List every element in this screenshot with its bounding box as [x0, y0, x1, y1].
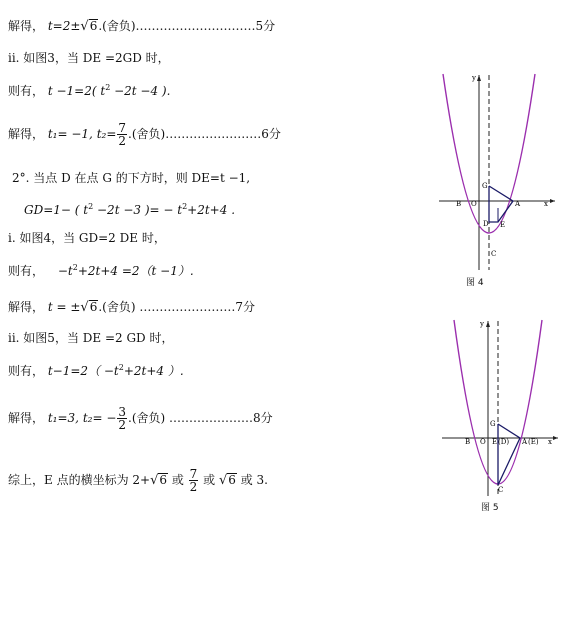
root-1: t₁=3,	[47, 411, 79, 425]
triangle-lines	[489, 186, 513, 222]
expr-c: +2t+4 .	[187, 203, 236, 217]
label-ae: (E)	[528, 438, 539, 446]
label-c: C	[491, 250, 497, 258]
x-arrow	[550, 199, 555, 203]
case-line-5: 2°. 当点 D 在点 G 的下方时，则 DE=t −1,	[12, 171, 251, 185]
label-d: D	[483, 220, 489, 228]
figure-5-caption: 图 5	[481, 503, 499, 513]
expr-tail: −2t −4 ).	[110, 84, 171, 98]
case-line-7: i. 如图4，当 GD=2 DE 时，	[8, 231, 166, 245]
equation-line-6	[24, 199, 235, 218]
label: 则有，	[8, 264, 45, 278]
conclusion-text: 综上，E 点的横坐标为 2+	[8, 473, 151, 487]
figure-4-caption: 图 4	[466, 278, 484, 288]
radical-sign: √	[150, 473, 159, 488]
label-a: A	[515, 200, 521, 208]
label-g: G	[490, 420, 496, 428]
root-2: t₂= −	[82, 411, 117, 425]
fraction	[189, 468, 199, 493]
conclusion-line-13	[8, 468, 268, 493]
label-e: E	[500, 221, 506, 229]
label-y: y	[480, 320, 484, 328]
label-o: O	[471, 200, 477, 208]
expr-a: t−1=2（ −t	[47, 364, 119, 378]
or-2: 或	[199, 473, 219, 487]
solution-line-4	[8, 122, 281, 147]
expr-b: −2t −3 )= − t	[93, 203, 183, 217]
radical-sign: √	[80, 300, 89, 315]
x-arrow	[553, 436, 558, 440]
or-1: 或	[168, 473, 188, 487]
figure-5-graph	[440, 318, 560, 498]
label: 解得，	[8, 19, 45, 33]
label-d: (D)	[498, 438, 510, 446]
solution-line-12	[8, 406, 273, 431]
solution-line-1	[8, 18, 275, 35]
label-x: x	[544, 200, 548, 208]
denominator: 2	[189, 480, 198, 494]
label: 则有，	[8, 84, 45, 98]
denominator: 2	[118, 134, 127, 148]
y-arrow	[486, 321, 490, 327]
note: .(舍负) ……………………7分	[98, 300, 255, 314]
label-a: A	[522, 438, 528, 446]
expr-b: +2t+4 =2（t −1）.	[77, 264, 194, 278]
expr: t −1=2( t	[47, 84, 106, 98]
numerator: 7	[118, 121, 127, 135]
root-2: t₂=	[96, 127, 117, 141]
radicand-1: 6	[159, 473, 168, 487]
equation-line-8	[8, 260, 194, 279]
exponent-1: 2	[88, 202, 94, 211]
expr-a: GD=1− ( t	[24, 203, 89, 217]
exponent: 2	[118, 363, 124, 372]
case-line-10: ii. 如图5，当 DE =2 GD 时，	[8, 331, 174, 345]
label-x: x	[548, 438, 552, 446]
radical-sign: √	[80, 19, 89, 34]
note: .(舍负)…………………………5分	[98, 19, 276, 33]
label-c: C	[498, 486, 504, 494]
y-arrow	[477, 75, 481, 81]
label-b: B	[456, 200, 462, 208]
exponent-2: 2	[182, 202, 188, 211]
note: .(舍负) …………………8分	[128, 411, 273, 425]
expr-a: −t	[57, 264, 73, 278]
denominator: 2	[118, 418, 127, 432]
radicand: 6	[89, 300, 98, 314]
radicand: 6	[89, 19, 98, 33]
root-1: t₁= −1,	[47, 127, 93, 141]
figure-4-graph	[437, 72, 557, 272]
numerator: 3	[118, 405, 127, 419]
fraction	[117, 406, 127, 431]
radicand-2: 6	[228, 473, 236, 487]
fraction	[117, 122, 127, 147]
label: 解得，	[8, 300, 45, 314]
label-g: G	[482, 182, 488, 190]
label-o: O	[480, 438, 486, 446]
label-b: B	[465, 438, 471, 446]
equation-line-3	[8, 80, 170, 99]
label: 则有，	[8, 364, 45, 378]
case-line-2: ii. 如图3，当 DE =2GD 时，	[8, 51, 170, 65]
or-3: 或 3.	[236, 473, 268, 487]
equation: t = ±	[47, 300, 81, 314]
solution-line-9	[8, 299, 255, 316]
label: 解得，	[8, 127, 45, 141]
expr-b: +2t+4 ）.	[123, 364, 184, 378]
label-y: y	[472, 74, 476, 82]
radical-sign: √	[218, 473, 228, 488]
label: 解得，	[8, 411, 45, 425]
exponent: 2	[72, 263, 78, 272]
exponent: 2	[105, 83, 111, 92]
equation: t=2±	[47, 19, 81, 33]
note: .(舍负)……………………6分	[128, 127, 281, 141]
numerator: 7	[189, 467, 198, 481]
label-e: E	[492, 438, 498, 446]
equation-line-11	[8, 360, 184, 379]
